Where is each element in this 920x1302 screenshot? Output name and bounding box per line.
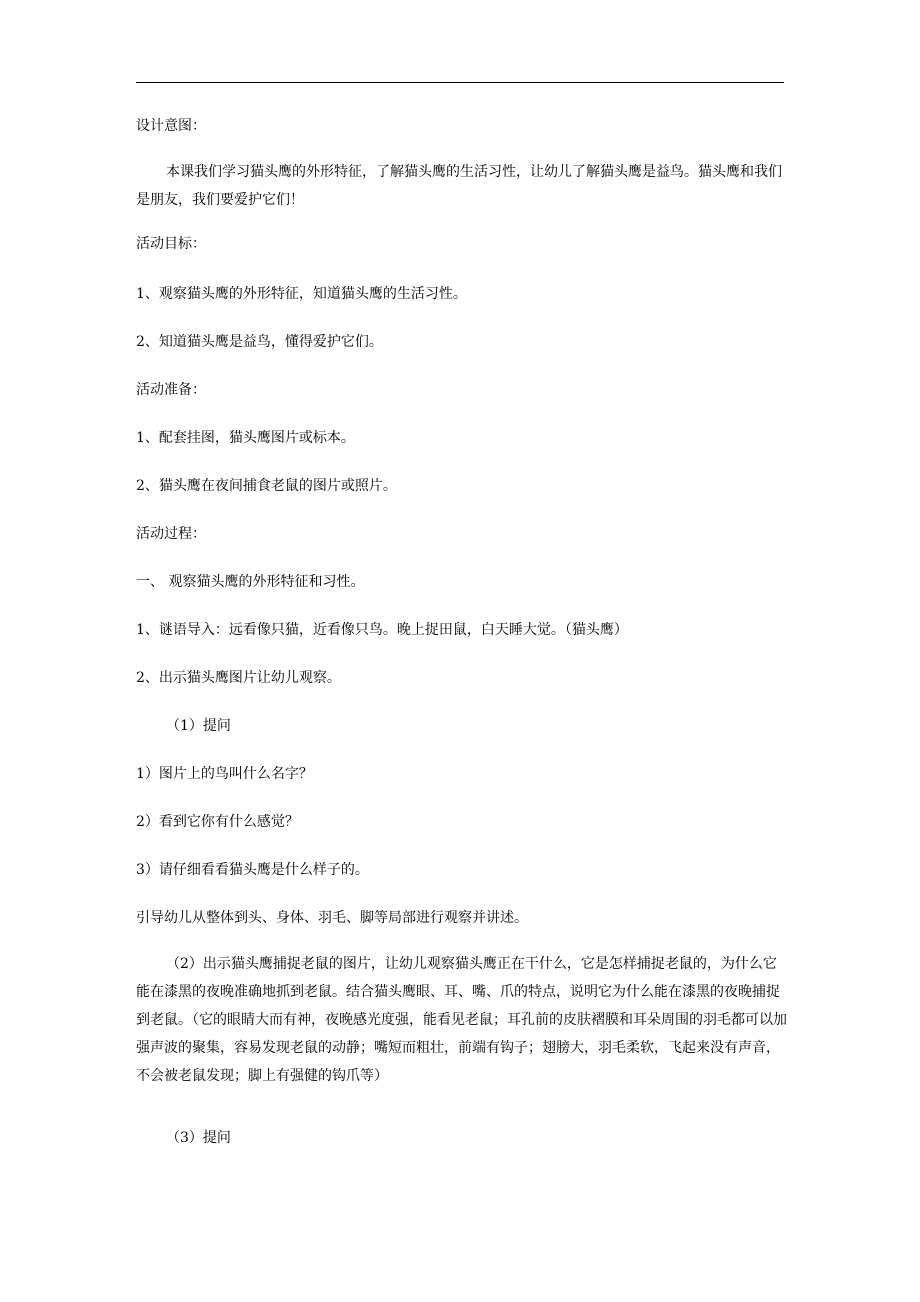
paragraph-step-2: （2）出示猫头鹰捕捉老鼠的图片，让幼儿观察猫头鹰正在干什么，它是怎样捕捉老鼠的，为什么它能在漆黑的夜晚准确地抓到老鼠。结合猫头鹰眼、耳、嘴、爪的特点，说明它为什么能在漆黑的夜晚捕捉到老鼠。（它的眼睛大而有神，夜晚感光度强，能看见老鼠；耳孔前的皮肤褶膜和耳朵周围的羽毛都可以加强声波的聚集，容易发现老鼠的动静；嘴短而粗壮，前端有钩子；翅膀大，羽毛柔软，飞起来没有声音，不会被老鼠发现；脚上有强健的钩爪等） bbox=[136, 956, 787, 1084]
paragraph-question-1-3: 3）请仔细看看猫头鹰是什么样子的。 bbox=[136, 862, 369, 878]
paragraph-riddle: 1、谜语导入：远看像只猫，近看像只鸟。晚上捉田鼠，白天睡大觉。（猫头鹰） bbox=[136, 622, 628, 638]
paragraph-design-intent-body: 本课我们学习猫头鹰的外形特征，了解猫头鹰的生活习性，让幼儿了解猫头鹰是益鸟。猫头鹰和我们是朋友，我们要爱护它们！ bbox=[136, 164, 782, 208]
paragraph-goals-heading: 活动目标： bbox=[136, 236, 206, 252]
paragraph-design-intent-heading: 设计意图： bbox=[136, 118, 206, 134]
paragraph-question-1-1: 1）图片上的鸟叫什么名字？ bbox=[136, 766, 313, 782]
header-rule bbox=[136, 82, 784, 83]
paragraph-goal-1: 1、观察猫头鹰的外形特征，知道猫头鹰的生活习性。 bbox=[136, 286, 467, 302]
paragraph-question-1-2: 2）看到它你有什么感觉？ bbox=[136, 814, 299, 830]
paragraph-question-1-heading: （1）提问 bbox=[166, 718, 231, 734]
paragraph-prep-2: 2、猫头鹰在夜间捕食老鼠的图片或照片。 bbox=[136, 478, 397, 494]
paragraph-prep-heading: 活动准备： bbox=[136, 382, 206, 398]
paragraph-guide-observation: 引导幼儿从整体到头、身体、羽毛、脚等局部进行观察并讲述。 bbox=[136, 910, 528, 926]
paragraph-process-heading: 活动过程： bbox=[136, 526, 206, 542]
paragraph-goal-2: 2、知道猫头鹰是益鸟，懂得爱护它们。 bbox=[136, 334, 383, 350]
paragraph-prep-1: 1、配套挂图，猫头鹰图片或标本。 bbox=[136, 430, 355, 446]
paragraph-show-picture: 2、出示猫头鹰图片让幼儿观察。 bbox=[136, 670, 341, 686]
paragraph-question-3-heading: （3）提问 bbox=[166, 1130, 231, 1146]
paragraph-section-1: 一、 观察猫头鹰的外形特征和习性。 bbox=[136, 574, 365, 590]
